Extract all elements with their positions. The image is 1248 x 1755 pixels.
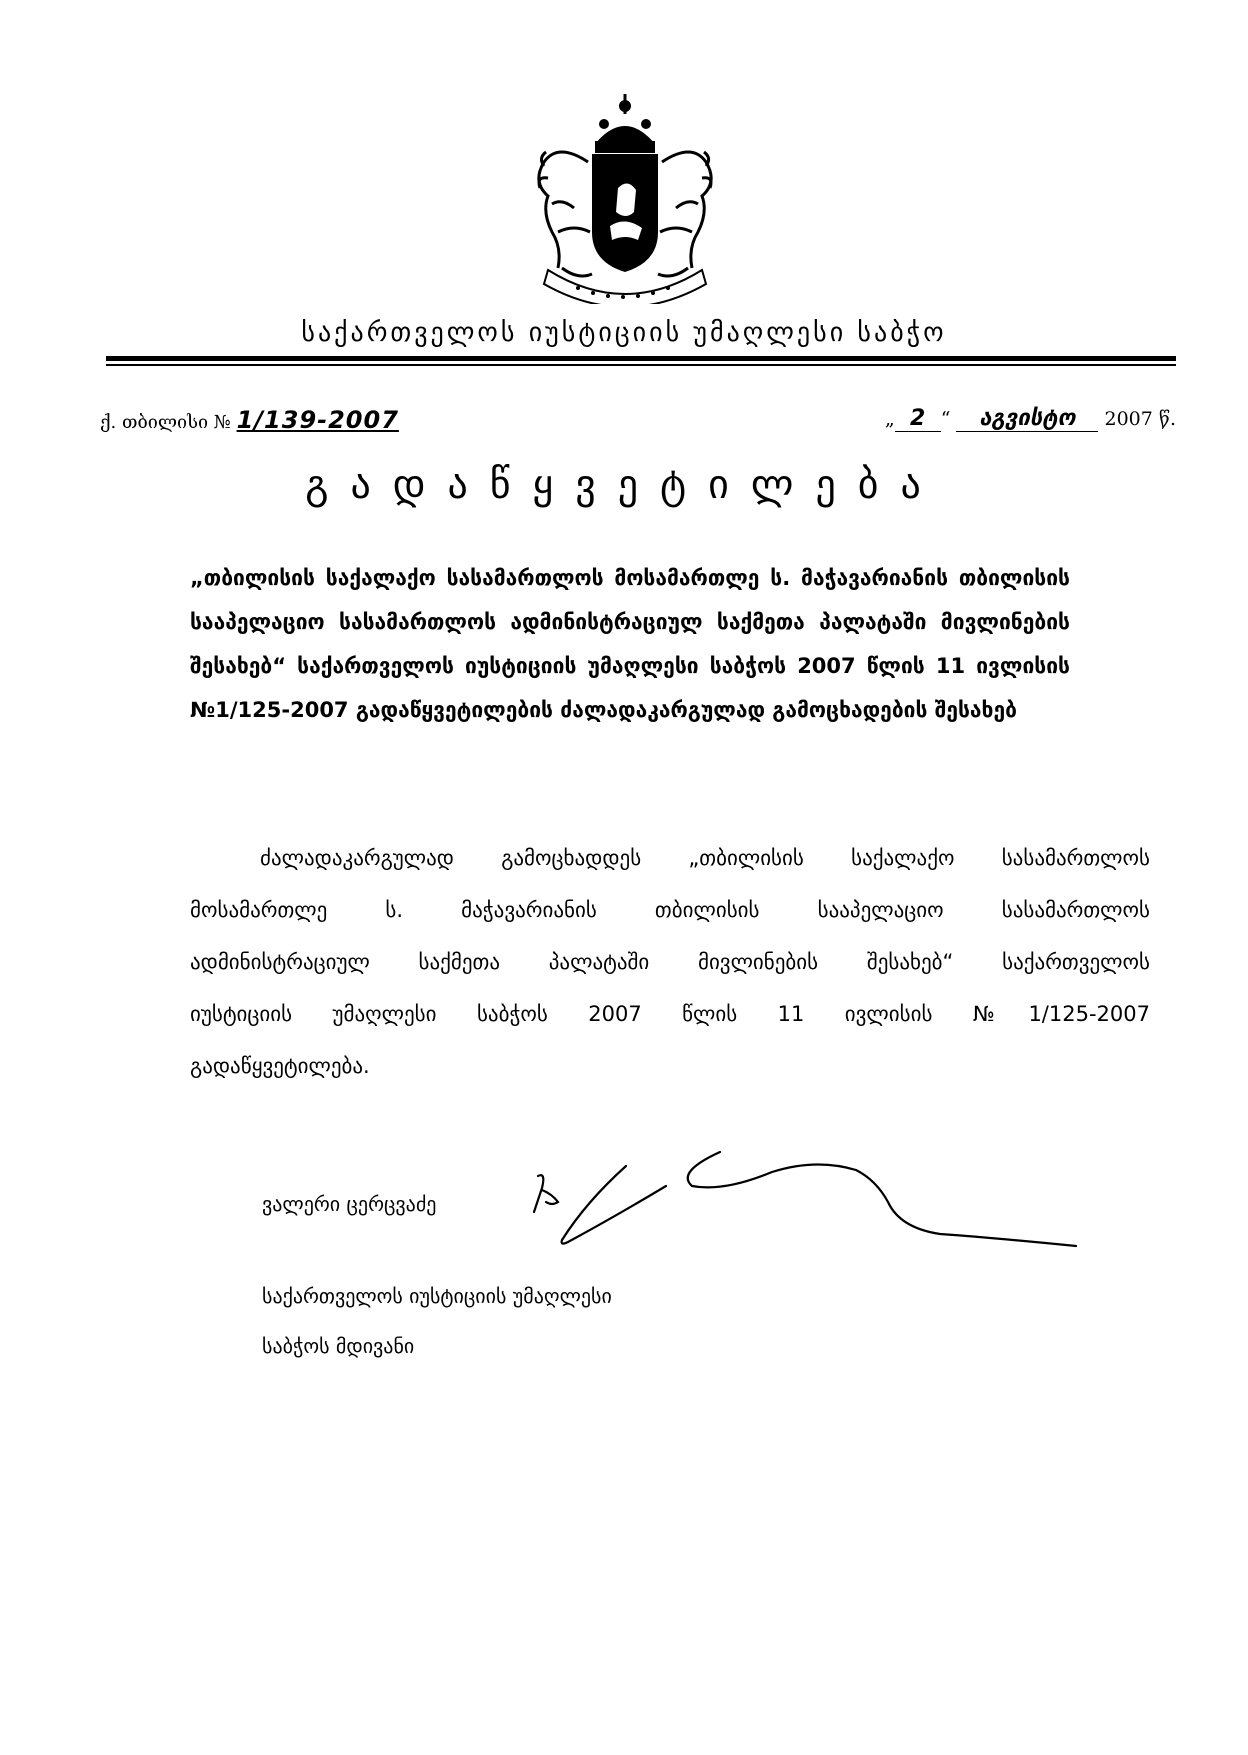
body-line: იუსტიციის უმაღლესი საბჭოს 2007 წლის 11 ივლისის №1/125-2007 — [190, 1002, 1150, 1026]
body-line: ძალადაკარგულად გამოცხადდეს „თბილისის საქალაქო სასამართლოს — [260, 846, 1150, 870]
document-subject — [190, 556, 1070, 732]
date-day: 2 — [895, 406, 941, 432]
date-close-quote: “ — [940, 408, 951, 430]
document-body — [190, 832, 1150, 1092]
reference-line — [100, 406, 399, 434]
place-label: ქ. თბილისი № — [100, 412, 231, 433]
date-suffix: წ. — [1158, 408, 1176, 430]
body-line: ადმინისტრაციულ საქმეთა პალატაში მივლინების შესახებ“ საქართველოს — [190, 950, 1150, 974]
date-year: 2007 — [1104, 408, 1153, 430]
header-rule-thick — [106, 356, 1176, 361]
body-line: მოსამართლე ს. მაჭავარიანის თბილისის სააპელაციო სასამართლოს — [190, 898, 1150, 922]
body-line: გადაწყვეტილება. — [190, 1054, 370, 1078]
handwritten-signature — [516, 1142, 1096, 1264]
subject-line: სააპელაციო სასამართლოს ადმინისტრაციულ საქმეთა პალატაში მივლინების — [190, 610, 1070, 634]
institution-name: საქართველოს იუსტიციის უმაღლესი საბჭო — [301, 318, 947, 348]
signer-title-line2: საბჭოს მდივანი — [262, 1334, 415, 1358]
reference-number: 1/139-2007 — [236, 406, 399, 434]
subject-line: №1/125-2007 გადაწყვეტილების ძალადაკარგულად გამოცხადების შესახებ — [190, 698, 1017, 722]
date-open-quote: „ — [884, 408, 895, 430]
subject-line: „თბილისის საქალაქო სასამართლოს მოსამართლე ს. მაჭავარიანის თბილისის — [190, 566, 1070, 590]
date-month: აგვისტო — [956, 406, 1098, 432]
document-title: გადაწყვეტილება — [305, 462, 943, 508]
header-rule-thin — [106, 364, 1176, 366]
document-date — [885, 406, 1176, 432]
signer-name: ვალერი ცერცვაძე — [262, 1192, 437, 1216]
subject-line: შესახებ“ საქართველოს იუსტიციის უმაღლესი საბჭოს 2007 წლის 11 ივლისის — [190, 654, 1070, 678]
coat-of-arms-emblem — [518, 92, 732, 304]
signer-title-line1: საქართველოს იუსტიციის უმაღლესი — [262, 1284, 612, 1308]
